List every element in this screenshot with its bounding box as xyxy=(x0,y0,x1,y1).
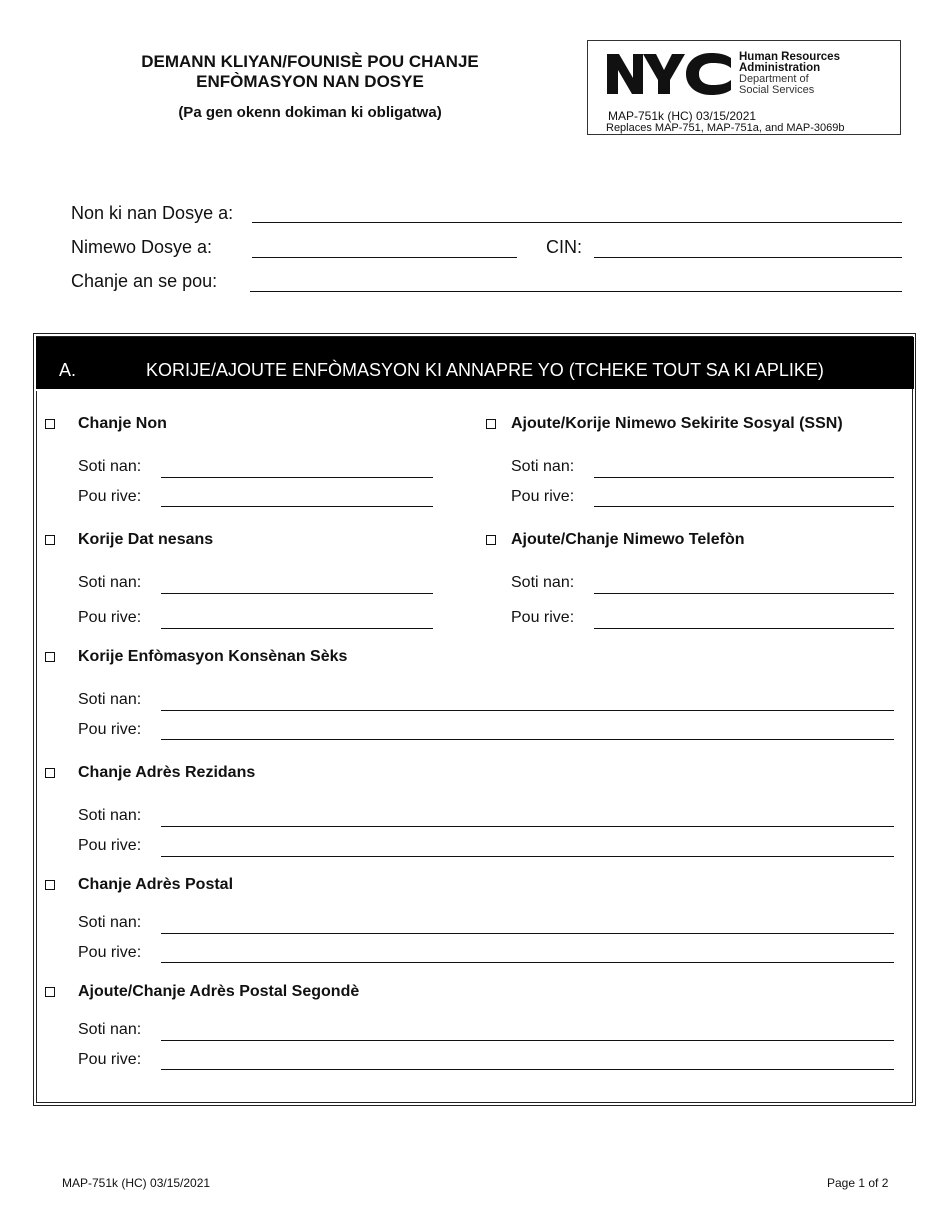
cin-label: CIN: xyxy=(546,237,582,257)
change-name-from-label: Soti nan: xyxy=(78,458,142,475)
form-title-line2: ENFÒMASYON NAN DOSYE xyxy=(196,72,424,91)
residence-to-field[interactable] xyxy=(161,856,894,857)
sex-to-label: Pou rive: xyxy=(78,721,142,738)
dob-checkbox[interactable] xyxy=(45,535,55,545)
agency-name xyxy=(739,52,840,96)
ssn-title: Ajoute/Korije Nimewo Sekirite Sosyal (SSN) xyxy=(511,415,843,432)
case-name-field[interactable] xyxy=(252,222,902,223)
residence-to-label: Pou rive: xyxy=(78,837,142,854)
phone-checkbox[interactable] xyxy=(486,535,496,545)
secondary-mailing-title: Ajoute/Chanje Adrès Postal Segondè xyxy=(78,983,360,1000)
change-name-from-field[interactable] xyxy=(161,477,433,478)
residence-from-field[interactable] xyxy=(161,826,894,827)
ssn-to-field[interactable] xyxy=(594,506,894,507)
footer-form-number: MAP-751k (HC) 03/15/2021 xyxy=(62,1176,211,1190)
phone-title: Ajoute/Chanje Nimewo Telefòn xyxy=(511,531,745,548)
mailing-title: Chanje Adrès Postal xyxy=(78,876,234,893)
mailing-from-field[interactable] xyxy=(161,933,894,934)
phone-from-label: Soti nan: xyxy=(511,574,575,591)
secondary-mailing-from-label: Soti nan: xyxy=(78,1021,142,1038)
mailing-checkbox[interactable] xyxy=(45,880,55,890)
section-a-letter: A. xyxy=(59,360,77,380)
change-name-checkbox[interactable] xyxy=(45,419,55,429)
sex-from-field[interactable] xyxy=(161,710,894,711)
form-title-line1: DEMANN KLIYAN/FOUNISÈ POU CHANJE xyxy=(141,52,479,71)
case-number-field[interactable] xyxy=(252,257,517,258)
change-for-field[interactable] xyxy=(250,291,902,292)
sex-title: Korije Enfòmasyon Konsènan Sèks xyxy=(78,648,348,665)
phone-to-field[interactable] xyxy=(594,628,894,629)
agency-line1: Human Resources xyxy=(739,51,840,63)
sex-checkbox[interactable] xyxy=(45,652,55,662)
change-name-to-field[interactable] xyxy=(161,506,433,507)
phone-from-field[interactable] xyxy=(594,593,894,594)
residence-title: Chanje Adrès Rezidans xyxy=(78,764,256,781)
nyc-logo-icon xyxy=(605,52,733,96)
form-title xyxy=(100,52,520,92)
ssn-to-label: Pou rive: xyxy=(511,488,575,505)
sex-from-label: Soti nan: xyxy=(78,691,142,708)
phone-to-label: Pou rive: xyxy=(511,609,575,626)
dob-from-label: Soti nan: xyxy=(78,574,142,591)
ssn-from-field[interactable] xyxy=(594,477,894,478)
secondary-mailing-to-label: Pou rive: xyxy=(78,1051,142,1068)
mailing-from-label: Soti nan: xyxy=(78,914,142,931)
agency-logo-box xyxy=(587,40,901,135)
residence-from-label: Soti nan: xyxy=(78,807,142,824)
section-a-title: KORIJE/AJOUTE ENFÒMASYON KI ANNAPRE YO (TCHEKE TOUT SA KI APLIKE) xyxy=(146,360,824,380)
dob-to-field[interactable] xyxy=(161,628,433,629)
ssn-from-label: Soti nan: xyxy=(511,458,575,475)
dob-from-field[interactable] xyxy=(161,593,433,594)
secondary-mailing-to-field[interactable] xyxy=(161,1069,894,1070)
case-number-label: Nimewo Dosye a: xyxy=(71,237,213,257)
section-a-header xyxy=(36,337,914,389)
agency-line2: Administration xyxy=(739,62,821,74)
dob-to-label: Pou rive: xyxy=(78,609,142,626)
footer-page-number: Page 1 of 2 xyxy=(827,1176,889,1190)
mailing-to-field[interactable] xyxy=(161,962,894,963)
cin-field[interactable] xyxy=(594,257,902,258)
case-name-label: Non ki nan Dosye a: xyxy=(71,203,234,223)
secondary-mailing-checkbox[interactable] xyxy=(45,987,55,997)
mailing-to-label: Pou rive: xyxy=(78,944,142,961)
sex-to-field[interactable] xyxy=(161,739,894,740)
dob-title: Korije Dat nesans xyxy=(78,531,214,548)
change-name-title: Chanje Non xyxy=(78,415,167,432)
ssn-checkbox[interactable] xyxy=(486,419,496,429)
secondary-mailing-from-field[interactable] xyxy=(161,1040,894,1041)
replaces-note: Replaces MAP-751, MAP-751a, and MAP-3069b xyxy=(606,122,845,134)
change-name-to-label: Pou rive: xyxy=(78,488,142,505)
residence-checkbox[interactable] xyxy=(45,768,55,778)
change-for-label: Chanje an se pou: xyxy=(71,271,218,291)
form-subtitle: (Pa gen okenn dokiman ki obligatwa) xyxy=(178,104,442,121)
form-number: MAP-751k (HC) 03/15/2021 xyxy=(608,109,757,123)
dept-line1: Department of xyxy=(739,73,809,85)
dept-line2: Social Services xyxy=(739,84,815,96)
